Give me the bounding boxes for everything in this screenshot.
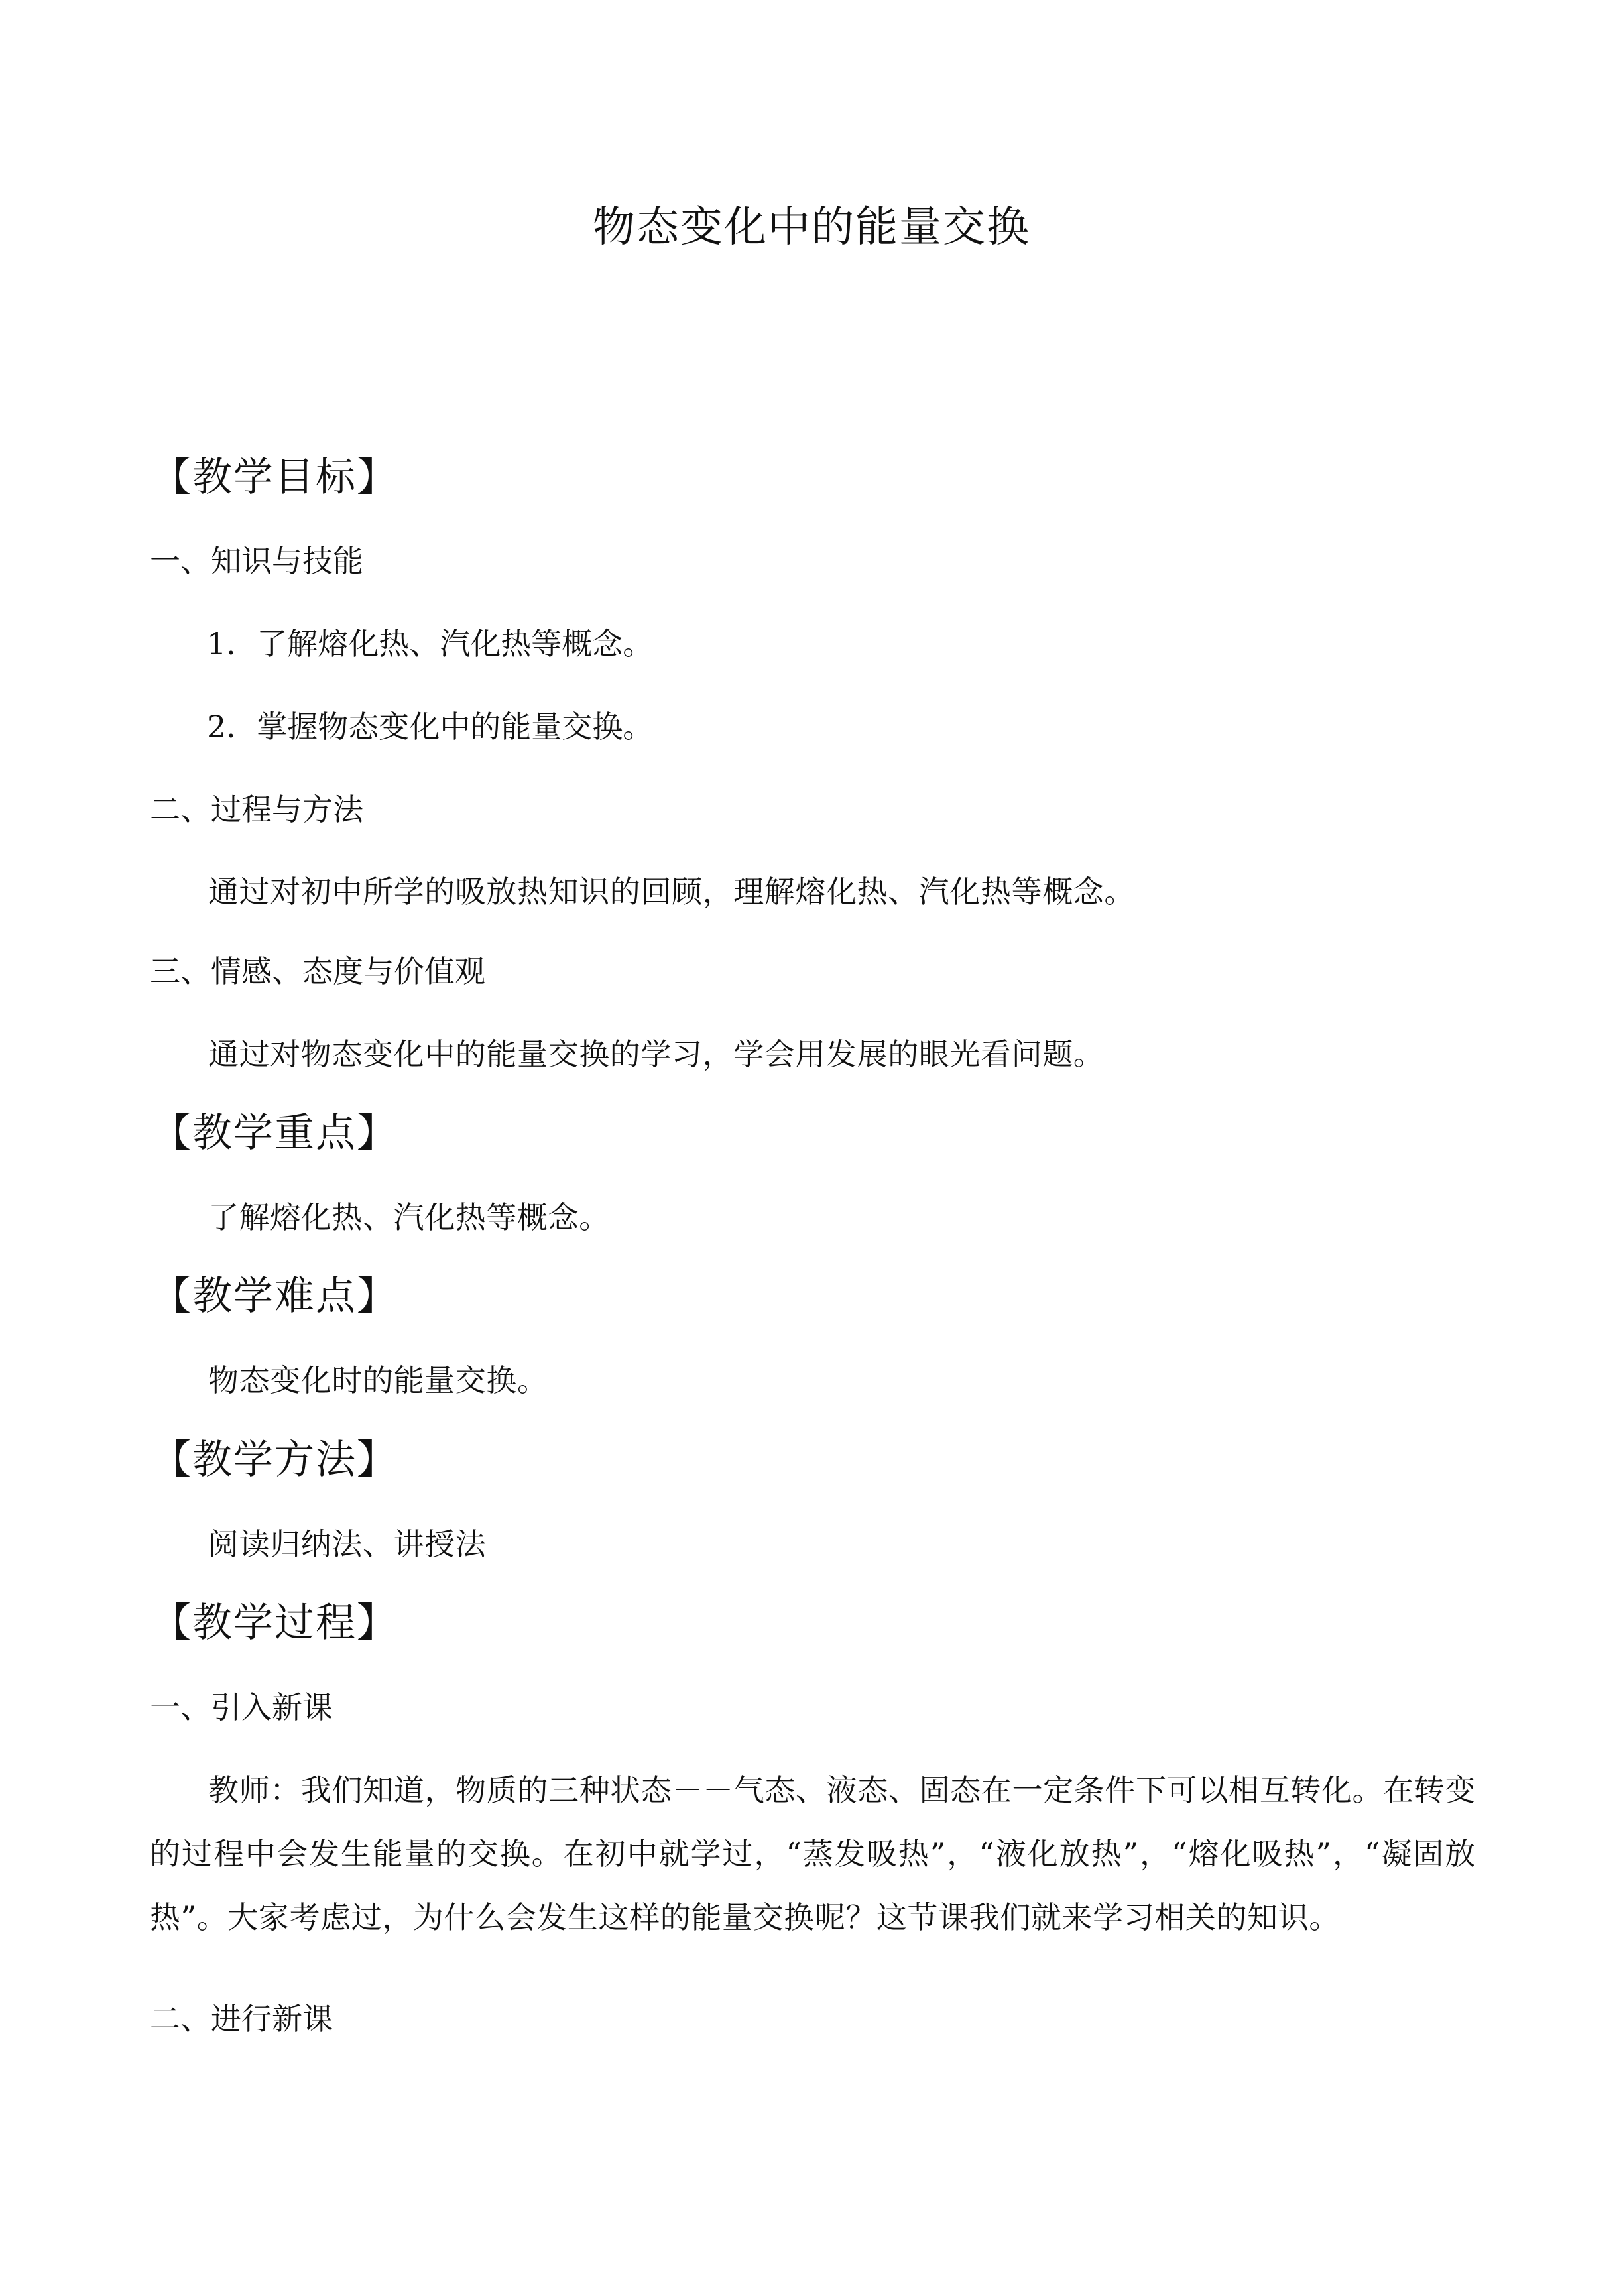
methods-text: 阅读归纳法、讲授法 <box>208 1526 487 1562</box>
process-method-heading: 二、过程与方法 <box>150 792 363 827</box>
difficulties-heading: 【教学难点】 <box>151 1273 398 1319</box>
process-method-text: 通过对初中所学的吸放热知识的回顾，理解熔化热、汽化热等概念。 <box>208 874 1135 910</box>
objectives-heading: 【教学目标】 <box>151 454 398 501</box>
objective-item-2: 2．掌握物态变化中的能量交换。 <box>207 709 654 745</box>
methods-heading: 【教学方法】 <box>151 1437 398 1483</box>
procedure-heading: 【教学过程】 <box>151 1600 398 1646</box>
key-points-text: 了解熔化热、汽化热等概念。 <box>208 1199 610 1235</box>
new-lesson-heading: 二、进行新课 <box>150 2001 333 2037</box>
key-points-heading: 【教学重点】 <box>151 1110 398 1156</box>
intro-paragraph: 教师：我们知道，物质的三种状态－－气态、液态、固态在一定条件下可以相互转化。在转变的过程中会发生能量的交换。在初中就学过，“蒸发吸热”，“液化放热”，“熔化吸热”，“凝固放热”。大家考虑过，为什么会发生这样的能量交换呢？这节课我们就来学习相关的知识。 <box>150 1772 1476 1935</box>
objective-item-1: 1．了解熔化热、汽化热等概念。 <box>207 626 654 662</box>
attitude-values-heading: 三、情感、态度与价值观 <box>150 953 485 989</box>
knowledge-skills-heading: 一、知识与技能 <box>150 543 363 579</box>
attitude-values-text: 通过对物态变化中的能量交换的学习，学会用发展的眼光看问题。 <box>208 1036 1105 1072</box>
document-title: 物态变化中的能量交换 <box>593 203 1030 252</box>
intro-heading: 一、引入新课 <box>150 1689 333 1725</box>
difficulties-text: 物态变化时的能量交换。 <box>208 1362 548 1398</box>
